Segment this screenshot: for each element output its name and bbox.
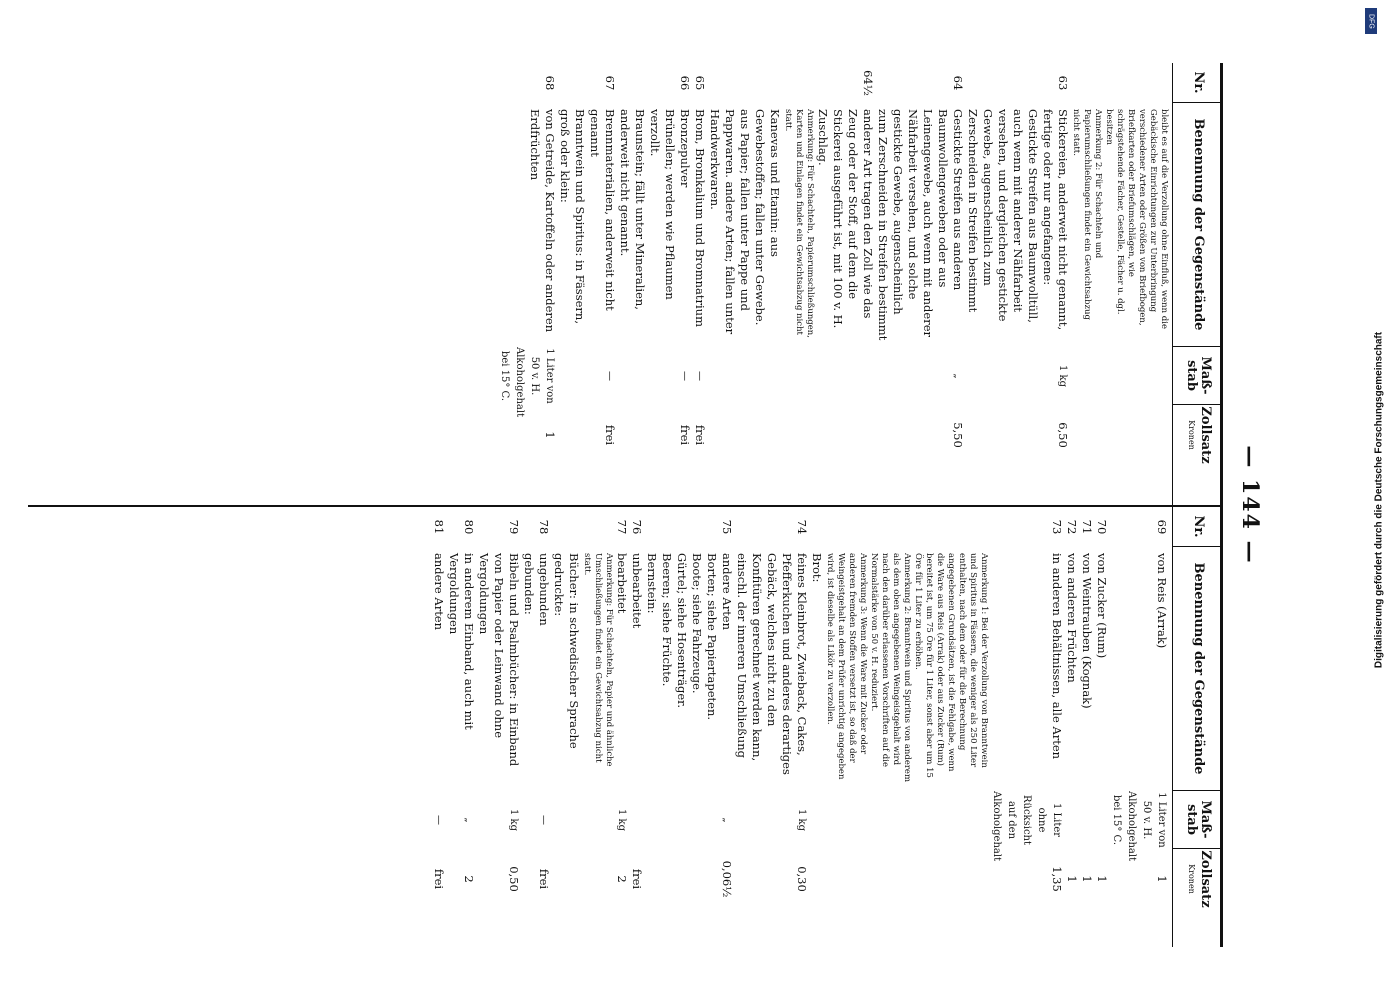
row-description: bearbeitet [615, 553, 629, 614]
row-nr [707, 63, 782, 103]
row-mass: 1 Liter von 50 v. H. Alkoholgehalt bei 15° C. [499, 347, 555, 418]
row-description: Gürtel; siehe Hosenträger. [675, 553, 689, 709]
table-row [704, 507, 719, 947]
row-description: Anmerkung 3: Wenn die Ware mit Zucker oder anderen fremden Stoffen versetzt ist, so daß der Weingeistgehalt an dem Prüfer unrichtig angegeben wird, ist dieselbe als Likör zu verzollen. [825, 553, 868, 780]
row-mass [521, 791, 536, 849]
row-mass: 1 kg [796, 808, 807, 831]
row-zoll: 1 [1155, 875, 1169, 883]
row-mass [1064, 791, 1079, 849]
row-zoll: frei [537, 868, 551, 890]
row-nr: 71 [1080, 519, 1094, 535]
row-zoll: 1,35 [1050, 866, 1064, 892]
row-description: Bronzepulver [678, 109, 692, 188]
row-zoll: frei [432, 868, 446, 890]
header-zoll [1173, 405, 1223, 465]
row-mass [912, 791, 989, 849]
table-row [1109, 507, 1169, 947]
row-nr [521, 507, 536, 547]
row-description: unbearbeitet [630, 553, 644, 629]
table-row [689, 507, 704, 947]
table-row [965, 63, 1070, 505]
table-row [587, 63, 617, 505]
row-mass [815, 347, 875, 405]
row-description: in anderem Einband, auch mit Vergoldungen [447, 553, 476, 730]
table-row [647, 63, 677, 505]
row-zoll: 1 [1080, 875, 1094, 883]
header-nr: Nr. [1173, 63, 1223, 103]
table-row [1064, 507, 1079, 947]
row-description: Gestickte Streifen aus anderen Baumwollengeweben oder aus Leinengewebe, auch wenn mit anderer Nähfarbeit versehen, und solche gestickte Gewebe, augenscheinlich zum Zerschneiden in Streifen bestimmt [876, 109, 965, 341]
table-row [551, 507, 581, 947]
right-table-header [1173, 507, 1223, 947]
row-zoll [647, 405, 677, 465]
row-zoll: 6,50 [1056, 422, 1070, 448]
table-row [809, 507, 824, 947]
row-nr: 75 [720, 519, 734, 535]
right-column [28, 507, 1223, 947]
row-description: Braunstein; fällt unter Mineralien, anderweit nicht genannt. [618, 109, 647, 310]
row-zoll [809, 849, 824, 909]
row-zoll: 5,50 [951, 422, 965, 448]
row-description: Anmerkung 1: Bei der Verzollung von Branntwein und Spiritus in Fässern, die weniger als 250 Liter enthalten, nach dem oder für die Berechnung angegebenen Grundsätzen, ist die Fehlgabe, wenn die Ware aus Reis (Arrak) oder aus Zucker (Rum) bereitet ist, um 75 Öre für 1 Liter, sonst aber um 15 Öre für 1 Liter zu erhöhen. [913, 553, 989, 778]
table-row [497, 63, 557, 505]
row-description: von Reis (Arrak) [1155, 553, 1169, 649]
table-row [1070, 63, 1103, 505]
row-mass [551, 791, 581, 849]
header-zoll-label: Zollsatz [1198, 406, 1213, 464]
header-mass: Maß-stab [1173, 347, 1223, 405]
row-mass: — [433, 815, 444, 825]
row-zoll: 1 [1095, 875, 1109, 883]
row-zoll [659, 849, 674, 909]
row-description: von anderen Früchten [1065, 553, 1079, 683]
table-row [719, 507, 734, 947]
row-zoll [674, 849, 689, 909]
row-nr [617, 63, 647, 103]
row-zoll [1103, 405, 1169, 465]
row-zoll [1070, 405, 1103, 465]
row-nr: 81 [432, 519, 446, 535]
row-description: andere Arten [432, 553, 446, 631]
row-description: Borten; siehe Papiertapeten. [705, 553, 719, 721]
row-description: Bücher: in schwedischer Sprache gedruckte: [552, 553, 581, 749]
header-nr: Nr. [1173, 507, 1223, 547]
row-nr [557, 63, 587, 103]
header-desc: Benennung der Gegenstände [1173, 547, 1223, 791]
row-mass [868, 791, 912, 849]
table-row [1079, 507, 1094, 947]
row-nr: 78 [537, 519, 551, 535]
row-description: Brünellen; werden wie Pflaumen verzollt. [648, 109, 677, 300]
table-row [674, 507, 689, 947]
table-row [989, 507, 1064, 947]
table-row [536, 507, 551, 947]
table-row [614, 507, 629, 947]
row-description: Anmerkung: Für Schachteln, Papier und ähnliche Umschließungen findet ein Gewichtsabzug nicht statt. [582, 553, 614, 767]
row-zoll: 0,50 [507, 866, 521, 892]
table-row [446, 507, 476, 947]
row-mass [809, 791, 824, 849]
row-zoll [815, 405, 875, 465]
row-mass [1094, 791, 1109, 849]
row-nr: 64 [951, 75, 965, 91]
row-description: Anmerkung: Für Schachteln, Papierumschließungen, Karten und Einlagen findet ein Gewichtsabzug nicht statt. [783, 109, 815, 338]
row-zoll: 1 [1065, 875, 1079, 883]
row-description: ungebunden [537, 553, 551, 626]
dfg-logo: DFG [1365, 8, 1377, 34]
row-mass [629, 791, 644, 849]
row-zoll [868, 849, 912, 909]
row-description: in anderen Behältnissen, alle Arten [1050, 553, 1064, 760]
row-mass [647, 347, 677, 405]
left-rows [497, 63, 1169, 505]
row-zoll [707, 405, 782, 465]
row-nr: 76 [630, 519, 644, 535]
header-zoll-label: Zollsatz [1198, 850, 1213, 908]
row-nr: 65 [693, 75, 707, 91]
row-nr [704, 507, 719, 547]
row-zoll [689, 849, 704, 909]
row-zoll: frei [630, 868, 644, 890]
row-description: Beeren; siehe Früchte. [660, 553, 674, 687]
row-zoll [617, 405, 647, 465]
row-nr [551, 507, 581, 547]
row-description: Bernstein: [645, 553, 659, 614]
row-nr: 72 [1065, 519, 1079, 535]
header-zoll-unit: Kronen [1187, 420, 1196, 450]
row-nr [782, 63, 815, 103]
table-row [557, 63, 587, 505]
row-nr: 79 [507, 519, 521, 535]
row-description: Kanevas und Etamin: aus Gewebestoffen; fallen unter Gewebe. aus Papier; fallen unter Pappe und Pappwaren. andere Arten; fallen unter Handwerkwaren. [708, 109, 782, 335]
row-nr [674, 507, 689, 547]
row-nr: 69 [1155, 519, 1169, 535]
row-zoll: frei [693, 424, 707, 446]
row-nr: 64½ [861, 70, 875, 96]
row-mass [644, 791, 659, 849]
row-nr [644, 507, 659, 547]
row-mass [707, 347, 782, 405]
table-row [521, 507, 536, 947]
right-rows [431, 507, 1169, 947]
row-description: Stickereien, anderweit nicht genannt, fertige oder nur angefangene: Gestickte Streifen aus Baumwolltüll, auch wenn mit anderer Nähfarbeit versehen, und dergleichen gestickte Gewebe, augenscheinlich zum Zerschneiden in Streifen bestimmt [966, 109, 1070, 331]
page-number: — 144 — [1237, 445, 1263, 565]
table-row [581, 507, 614, 947]
row-description: von Weintrauben (Kognak) [1080, 553, 1094, 709]
row-mass [1070, 347, 1103, 405]
row-nr [868, 507, 912, 547]
table-row [782, 63, 815, 505]
row-mass: — [538, 815, 549, 825]
row-mass: 1 Liter von 50 v. H. Alkoholgehalt bei 15° C. [1111, 791, 1167, 862]
row-mass: 1 kg [508, 808, 519, 831]
row-mass [674, 791, 689, 849]
row-mass [659, 791, 674, 849]
header-mass: Maß-stab [1173, 791, 1223, 849]
row-mass: „ [463, 817, 474, 823]
header-desc: Benennung der Gegenstände [1173, 103, 1223, 347]
row-zoll [824, 849, 868, 909]
table-row [617, 63, 647, 505]
table-row [476, 507, 521, 947]
row-description: Branntwein und Spiritus: in Fässern, groß oder klein: [558, 109, 587, 324]
rotated-sheet [20, 45, 1265, 965]
row-nr [1070, 63, 1103, 103]
row-nr [647, 63, 677, 103]
row-mass [617, 347, 647, 405]
row-zoll [557, 405, 587, 465]
row-nr: 68 [543, 75, 557, 91]
row-description: Brot: [810, 553, 824, 583]
row-nr [689, 507, 704, 547]
funding-notice: Digitalisierung gefördert durch die Deutsche Forschungsgemeinschaft [1373, 331, 1385, 669]
table-row [1094, 507, 1109, 947]
row-nr: 66 [678, 75, 692, 91]
row-nr: 73 [1050, 519, 1064, 535]
row-nr: 63 [1056, 75, 1070, 91]
row-mass: — [604, 371, 615, 381]
row-nr: 77 [615, 519, 629, 535]
row-mass [581, 791, 614, 849]
row-zoll [704, 849, 719, 909]
row-description: Anmerkung 2: Branntwein und Spiritus von anderem als dem oben angegebenen Weingeistgehalt wird nach den darüber erlassenen Vorschriften auf die Normalstärke von 50 v. H. reduziert. [869, 553, 912, 782]
row-mass [689, 791, 704, 849]
row-nr [912, 507, 989, 547]
row-mass [1103, 347, 1169, 405]
table-row [677, 63, 692, 505]
row-description: Boote; siehe Fahrzeuge. [690, 553, 704, 694]
header-zoll [1173, 849, 1223, 909]
row-mass [704, 791, 719, 849]
row-zoll [521, 849, 536, 909]
table-row [629, 507, 644, 947]
row-description: von Getreide, Kartoffeln oder anderen Erdfrüchten [528, 109, 557, 333]
row-mass: „ [952, 373, 963, 379]
left-table-header [1173, 63, 1223, 505]
header-zoll-unit: Kronen [1187, 864, 1196, 894]
row-nr [1103, 63, 1169, 103]
table-row [824, 507, 868, 947]
row-nr [809, 507, 824, 547]
row-zoll: frei [603, 424, 617, 446]
row-zoll: 2 [615, 875, 629, 883]
row-zoll [644, 849, 659, 909]
table-row [692, 63, 707, 505]
table-row [815, 63, 875, 505]
row-nr: 70 [1095, 519, 1109, 535]
row-zoll: 0,06½ [720, 860, 734, 898]
row-nr: 80 [462, 519, 476, 535]
left-column [28, 63, 1223, 505]
row-mass [557, 347, 587, 405]
table-row [707, 63, 782, 505]
row-mass: 1 Liter ohne Rücksicht auf den Alkoholgehalt [991, 791, 1062, 862]
table-row [875, 63, 965, 505]
row-description: Brennmaterialien, anderweit nicht genannt [588, 109, 617, 311]
row-mass [782, 347, 815, 405]
row-mass: „ [721, 817, 732, 823]
table-row [734, 507, 809, 947]
row-mass [1079, 791, 1094, 849]
row-description: anderer Art tragen den Zoll wie das Zeug oder der Stoff, auf dem die Stickerei ausgeführt ist, mit 100 v. H. Zuschlag. [816, 109, 875, 329]
row-zoll [551, 849, 581, 909]
row-description: von Zucker (Rum) [1095, 553, 1109, 659]
table-row [868, 507, 912, 947]
table-row [1103, 63, 1169, 505]
row-mass: 1 kg [616, 808, 627, 831]
row-description: Bibeln und Psalmbücher: in Einband von Papier oder Leinwand ohne Vergoldungen [477, 553, 521, 767]
row-description: feines Kleinbrot, Zwieback, Cakes, Pfefferkuchen und anderes derartiges Gebäck, welches nicht zu den Konfitüren gerechnet werden kann, einschl. der inneren Umschließung [735, 553, 809, 775]
row-zoll: 1 [543, 431, 557, 439]
row-zoll [782, 405, 815, 465]
row-nr [581, 507, 614, 547]
row-nr [824, 507, 868, 547]
row-description: gebunden: [522, 553, 536, 615]
row-mass: 1 kg [1057, 364, 1068, 387]
row-nr [659, 507, 674, 547]
row-description: andere Arten [720, 553, 734, 631]
row-mass: — [694, 371, 705, 381]
row-nr: 67 [603, 75, 617, 91]
row-zoll [912, 849, 989, 909]
table-row [431, 507, 446, 947]
row-zoll: frei [678, 424, 692, 446]
row-mass: — [679, 371, 690, 381]
table-row [659, 507, 674, 947]
row-zoll: 0,30 [795, 866, 809, 892]
row-description: bleibt es auf die Verzollung ohne Einfluß, wenn die Gebäckische Einrichtungen zur Unterbringung verschiedener Arten oder Größen von Briefbogen, Briefkarten oder Briefumschlägen, wie schrägstehende Fächer, Gestelle, Fächer u. dgl. besitzen [1104, 109, 1169, 329]
table-row [644, 507, 659, 947]
table-row [912, 507, 989, 947]
row-mass [824, 791, 868, 849]
row-zoll: 2 [462, 875, 476, 883]
row-description: Anmerkung 2: Für Schachteln und Papierumschließungen findet ein Gewichtsabzug nicht statt. [1071, 109, 1103, 320]
row-nr: 74 [795, 519, 809, 535]
row-description: Brom, Bromkalium und Bromnatrium [693, 109, 707, 327]
row-zoll [581, 849, 614, 909]
